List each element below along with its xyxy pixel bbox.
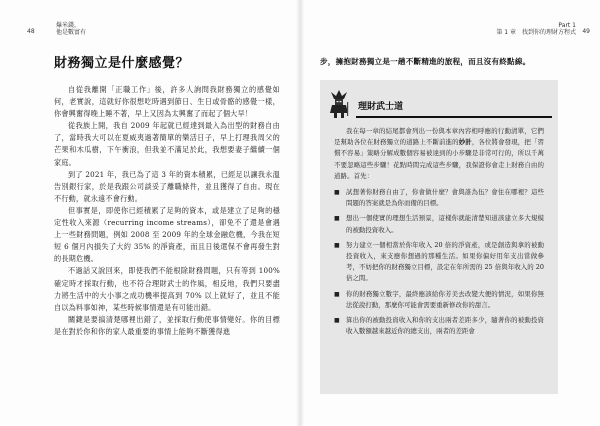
sidebar-box (320, 80, 558, 394)
left-paragraphs (54, 84, 280, 338)
intro-text: ，各位將會發現，把「習慣不容易」策略分解成數個容易被達到的小步驟是非常可行的，所以千萬不要忽略這些步驟！花點時間完成這些步驟，我保證你會走上財務自由的道路。首先： (334, 138, 545, 180)
body-paragraph: 關鍵是要搞清楚哪裡出錯了，並採取行動使事情變好。你的目標是在對於你和你的家人最重要的事情上能夠不斷獲得進 (54, 314, 280, 336)
right-page-body (320, 56, 558, 394)
list-item-text: 算出你的被動投資收入和你的支出兩者差距多少，隨著你的被動投資收入數額越來越近你的總支出，兩者的差距會 (346, 316, 544, 336)
bullet-icon: ■ (334, 189, 340, 197)
continued-paragraph: 步，擁抱財務獨立是一趟不斷精進的旅程，而且沒有終點線。 (320, 57, 531, 66)
emphasis-text: 妙計 (458, 138, 472, 147)
bullet-icon: ■ (334, 241, 340, 249)
intro-text: 我在每一章的結尾都會列出一份與本章內容相呼應的行動清單，它們是幫助各位在財務獨立的道路上不斷前進的 (334, 127, 544, 147)
part-label: Part 1 (558, 22, 576, 29)
list-item (334, 315, 544, 337)
list-item-text: 試想著你財務自由了，你會做什麼？會與誰為伍？會住在哪裡？這些問題的答案就是為你而備的目標。 (346, 188, 544, 208)
sidebar-header (328, 88, 550, 118)
samurai-icon (328, 88, 350, 118)
action-list (334, 187, 544, 337)
section-heading: 財務獨立是什麼感覺？ (54, 56, 190, 71)
body-paragraph: 自從我離開「正職工作」後，許多人詢問我財務獨立的感覺如何，老實說，這就好你很想吃時遇到節日、生日或骨骼的感覺一樣，你會興奮得晚上睡不著，早上又因為太興奮了而起了個大早！ (54, 85, 280, 119)
bullet-icon: ■ (334, 317, 340, 325)
sidebar-title: 理財武士道 (358, 102, 404, 112)
list-item (334, 240, 544, 285)
body-paragraph: 從我族上開，我自 2009 年起就已經達到最入為出型的財務自由了，當時我大可以在夏威夷過著簡單的樂活日子，早上打理我周父的芒果和木瓜樹，下午衝浪，但我並不滿足於此，我想要妻子繼續一個家庭。 (54, 121, 280, 167)
list-item-text: 你的財務獨立數字，最終應該給你芳美去改變大便的情況，如果你無法從說打動，那麼你可能會需要重新修改你的甜言。 (346, 289, 544, 309)
body-paragraph: 不過話又說回來，即使我們不能根除財務問題，只有等到 100% 確定時才採取行動，也不符合理財武士的作風，相反地，我們只要盡力將生活中的大小事之成功機率提高到 70% 以上就好了，並且不能自以為料事如神，某些時候事情還是有可能出錯。 (54, 266, 280, 312)
list-item (334, 289, 544, 311)
bullet-icon: ■ (334, 290, 340, 298)
right-page-number: 49 (582, 28, 590, 35)
list-item (334, 213, 544, 235)
right-running-title (496, 22, 576, 36)
body-paragraph: 但事實是，即使你已經積累了足夠的資本，或是建立了足夠的穩定性收入來源（recurring income streams），卻免不了還是會遇上一些財務問題，例如 2008 至 2009 年的全球金融危機，今我在短短 6 個月內損失了大約 35% 的淨資產，而且日後還保不會再發生對的長期危機。 (54, 205, 280, 264)
left-running-title: 爆米錢， 他是數富有 (56, 22, 87, 36)
left-page-number: 48 (27, 28, 35, 35)
bullet-icon: ■ (334, 215, 340, 223)
list-item-text: 想出一個使實的理想生活預景，這樣你就能清楚知道該建立多大規模的被動投資收入。 (346, 214, 544, 234)
book-gutter (296, 0, 304, 426)
list-item (334, 187, 544, 209)
sidebar-title-rule (356, 116, 552, 118)
sidebar-intro (334, 126, 544, 182)
chapter-label: 第 1 章 找到你的理財方程式 (496, 29, 576, 36)
sidebar-body (334, 126, 544, 341)
left-page-body (54, 56, 280, 338)
body-paragraph: 到了 2021 年，我已為了這 3 年的資本積累，已經足以讓我永溫告別銀行家，於是我跟公司談妥了離職條件，並且獲得了自由。現在不行動，就永遠不會行動。 (54, 169, 280, 203)
list-item-text: 努力建立一個相當於你年收入 20 倍的淨資產，或是創造與拿的被動投資收入，來支應你想過的那種生活。如果你偏好用年支出當做參考，不妨把你的財務獨立目標，設定在年所需的 25 倍與年收入的 20 倍之間。 (346, 240, 544, 283)
